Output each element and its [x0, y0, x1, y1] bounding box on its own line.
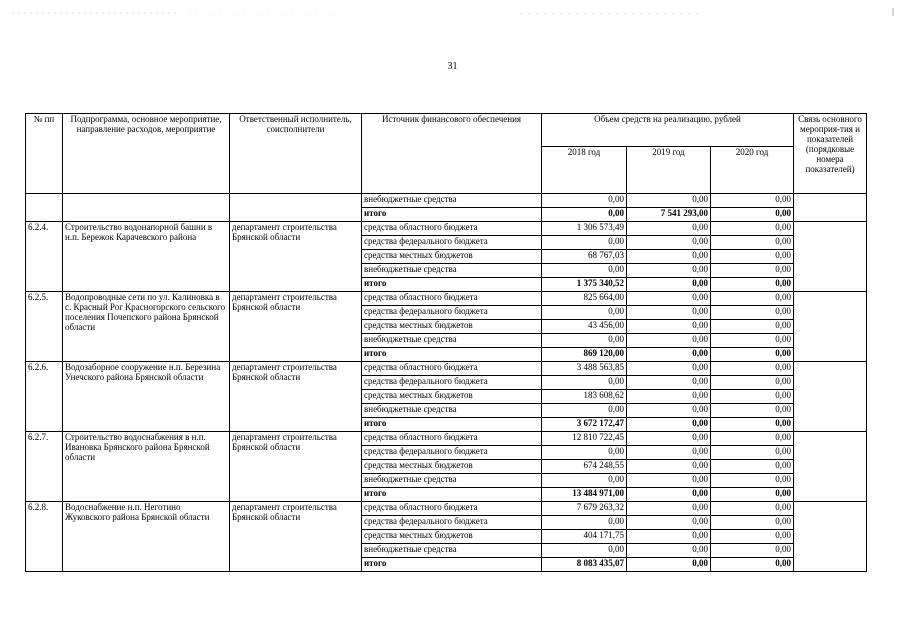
amount-cell: 0,00 — [711, 278, 794, 292]
responsible-cell — [230, 194, 362, 222]
header-year-2020: 2020 год — [711, 147, 794, 194]
source-cell: итого — [362, 348, 542, 362]
source-cell: средства областного бюджета — [362, 222, 542, 236]
num-cell: 6.2.8. — [26, 502, 63, 572]
link-cell — [794, 222, 867, 292]
header-num: № пп — [26, 114, 63, 194]
amount-cell: 3 672 172,47 — [542, 418, 627, 432]
amount-cell: 0,00 — [711, 306, 794, 320]
source-cell: средства местных бюджетов — [362, 320, 542, 334]
header-year-2018: 2018 год — [542, 147, 627, 194]
amount-cell: 0,00 — [711, 236, 794, 250]
source-cell: средства областного бюджета — [362, 432, 542, 446]
scan-artifact-line — [0, 6, 905, 18]
amount-cell: 0,00 — [627, 446, 711, 460]
amount-cell: 0,00 — [627, 320, 711, 334]
source-cell: средства областного бюджета — [362, 292, 542, 306]
amount-cell: 0,00 — [711, 530, 794, 544]
amount-cell: 0,00 — [627, 334, 711, 348]
amount-cell: 0,00 — [627, 362, 711, 376]
num-cell: 6.2.6. — [26, 362, 63, 432]
header-link: Связь основного мероприя-тия и показателей (порядковые номера показателей) — [794, 114, 867, 194]
amount-cell: 0,00 — [542, 306, 627, 320]
source-cell: средства федерального бюджета — [362, 236, 542, 250]
amount-cell: 0,00 — [542, 474, 627, 488]
amount-cell: 0,00 — [711, 502, 794, 516]
source-cell: внебюджетные средства — [362, 334, 542, 348]
amount-cell: 404 171,75 — [542, 530, 627, 544]
amount-cell: 0,00 — [627, 530, 711, 544]
num-cell: 6.2.4. — [26, 222, 63, 292]
amount-cell: 0,00 — [711, 390, 794, 404]
amount-cell: 0,00 — [627, 474, 711, 488]
name-cell: Водопроводные сети по ул. Калиновка в с. Красный Рог Красногорского сельского поселения Почепского района Брянской области — [63, 292, 230, 362]
source-cell: средства федерального бюджета — [362, 306, 542, 320]
table-row — [26, 194, 867, 208]
source-cell: средства федерального бюджета — [362, 446, 542, 460]
table-header — [26, 114, 867, 194]
header-subprogram: Подпрограмма, основное мероприятие, направление расходов, мероприятие — [63, 114, 230, 194]
page-number: 31 — [447, 61, 458, 72]
amount-cell: 0,00 — [711, 348, 794, 362]
amount-cell: 825 664,00 — [542, 292, 627, 306]
responsible-cell: департамент строительства Брянской области — [230, 432, 362, 502]
amount-cell: 0,00 — [711, 418, 794, 432]
amount-cell: 0,00 — [711, 516, 794, 530]
responsible-cell: департамент строительства Брянской области — [230, 222, 362, 292]
amount-cell: 0,00 — [627, 418, 711, 432]
amount-cell: 0,00 — [627, 516, 711, 530]
amount-cell: 0,00 — [542, 446, 627, 460]
amount-cell: 0,00 — [711, 222, 794, 236]
link-cell — [794, 502, 867, 572]
amount-cell: 0,00 — [542, 194, 627, 208]
source-cell: итого — [362, 208, 542, 222]
table-row — [26, 292, 867, 306]
amount-cell: 0,00 — [542, 516, 627, 530]
name-cell: Строительство водонапорной башни в н.п. Бережок Карачевского района — [63, 222, 230, 292]
amount-cell: 0,00 — [711, 404, 794, 418]
link-cell — [794, 432, 867, 502]
amount-cell: 0,00 — [711, 544, 794, 558]
amount-cell: 0,00 — [711, 362, 794, 376]
amount-cell: 8 083 435,07 — [542, 558, 627, 572]
source-cell: внебюджетные средства — [362, 474, 542, 488]
amount-cell: 3 488 563,85 — [542, 362, 627, 376]
amount-cell: 0,00 — [711, 250, 794, 264]
source-cell: итого — [362, 558, 542, 572]
amount-cell: 0,00 — [627, 194, 711, 208]
name-cell — [63, 194, 230, 222]
source-cell: внебюджетные средства — [362, 264, 542, 278]
link-cell — [794, 362, 867, 432]
amount-cell: 0,00 — [542, 334, 627, 348]
table-body — [26, 194, 867, 572]
name-cell: Строительство водоснабжения в н.п. Ивановка Брянского района Брянской области — [63, 432, 230, 502]
link-cell — [794, 292, 867, 362]
amount-cell: 12 810 722,45 — [542, 432, 627, 446]
amount-cell: 0,00 — [627, 376, 711, 390]
amount-cell: 0,00 — [542, 236, 627, 250]
amount-cell: 68 767,03 — [542, 250, 627, 264]
source-cell: внебюджетные средства — [362, 544, 542, 558]
amount-cell: 0,00 — [711, 194, 794, 208]
amount-cell: 7 679 263,32 — [542, 502, 627, 516]
amount-cell: 1 306 573,49 — [542, 222, 627, 236]
amount-cell: 0,00 — [627, 236, 711, 250]
name-cell: Водоснабжение н.п. Неготино Жуковского района Брянской области — [63, 502, 230, 572]
amount-cell: 0,00 — [711, 292, 794, 306]
amount-cell: 0,00 — [711, 334, 794, 348]
amount-cell: 0,00 — [711, 264, 794, 278]
amount-cell: 0,00 — [711, 446, 794, 460]
table-row — [26, 502, 867, 516]
amount-cell: 0,00 — [627, 292, 711, 306]
source-cell: внебюджетные средства — [362, 404, 542, 418]
num-cell: 6.2.5. — [26, 292, 63, 362]
amount-cell: 0,00 — [627, 348, 711, 362]
header-source: Источник финансового обеспечения — [362, 114, 542, 194]
amount-cell: 869 120,00 — [542, 348, 627, 362]
amount-cell: 0,00 — [711, 558, 794, 572]
amount-cell: 13 484 971,00 — [542, 488, 627, 502]
responsible-cell: департамент строительства Брянской области — [230, 362, 362, 432]
table-row — [26, 222, 867, 236]
amount-cell: 0,00 — [542, 376, 627, 390]
amount-cell: 7 541 293,00 — [627, 208, 711, 222]
header-volume: Объем средств на реализацию, рублей — [542, 114, 794, 147]
amount-cell: 0,00 — [711, 432, 794, 446]
amount-cell: 0,00 — [711, 474, 794, 488]
budget-table — [25, 113, 867, 572]
amount-cell: 0,00 — [711, 320, 794, 334]
num-cell: 6.2.7. — [26, 432, 63, 502]
source-cell: средства федерального бюджета — [362, 516, 542, 530]
link-cell — [794, 194, 867, 222]
amount-cell: 0,00 — [627, 544, 711, 558]
amount-cell: 0,00 — [627, 502, 711, 516]
responsible-cell: департамент строительства Брянской области — [230, 502, 362, 572]
amount-cell: 0,00 — [627, 404, 711, 418]
source-cell: средства областного бюджета — [362, 502, 542, 516]
amount-cell: 0,00 — [627, 390, 711, 404]
amount-cell: 0,00 — [542, 404, 627, 418]
source-cell: итого — [362, 488, 542, 502]
name-cell: Водозаборное сооружение н.п. Березина Унечского района Брянской области — [63, 362, 230, 432]
source-cell: итого — [362, 418, 542, 432]
amount-cell: 0,00 — [711, 208, 794, 222]
header-responsible: Ответственный исполнитель, соисполнители — [230, 114, 362, 194]
source-cell: средства местных бюджетов — [362, 530, 542, 544]
source-cell: средства местных бюджетов — [362, 460, 542, 474]
amount-cell: 183 608,62 — [542, 390, 627, 404]
amount-cell: 0,00 — [542, 264, 627, 278]
amount-cell: 43 456,00 — [542, 320, 627, 334]
amount-cell: 0,00 — [542, 208, 627, 222]
header-year-2019: 2019 год — [627, 147, 711, 194]
amount-cell: 0,00 — [627, 488, 711, 502]
amount-cell: 0,00 — [711, 488, 794, 502]
amount-cell: 0,00 — [627, 222, 711, 236]
table-row — [26, 432, 867, 446]
source-cell: средства местных бюджетов — [362, 250, 542, 264]
amount-cell: 0,00 — [627, 432, 711, 446]
amount-cell: 1 375 340,52 — [542, 278, 627, 292]
amount-cell: 0,00 — [542, 544, 627, 558]
amount-cell: 0,00 — [627, 250, 711, 264]
table-row — [26, 362, 867, 376]
amount-cell: 0,00 — [627, 558, 711, 572]
responsible-cell: департамент строительства Брянской области — [230, 292, 362, 362]
source-cell: средства областного бюджета — [362, 362, 542, 376]
amount-cell: 0,00 — [627, 264, 711, 278]
source-cell: средства местных бюджетов — [362, 390, 542, 404]
num-cell — [26, 194, 63, 222]
source-cell: внебюджетные средства — [362, 194, 542, 208]
amount-cell: 674 248,55 — [542, 460, 627, 474]
amount-cell: 0,00 — [627, 278, 711, 292]
amount-cell: 0,00 — [627, 460, 711, 474]
amount-cell: 0,00 — [627, 306, 711, 320]
amount-cell: 0,00 — [711, 376, 794, 390]
source-cell: итого — [362, 278, 542, 292]
source-cell: средства федерального бюджета — [362, 376, 542, 390]
amount-cell: 0,00 — [711, 460, 794, 474]
